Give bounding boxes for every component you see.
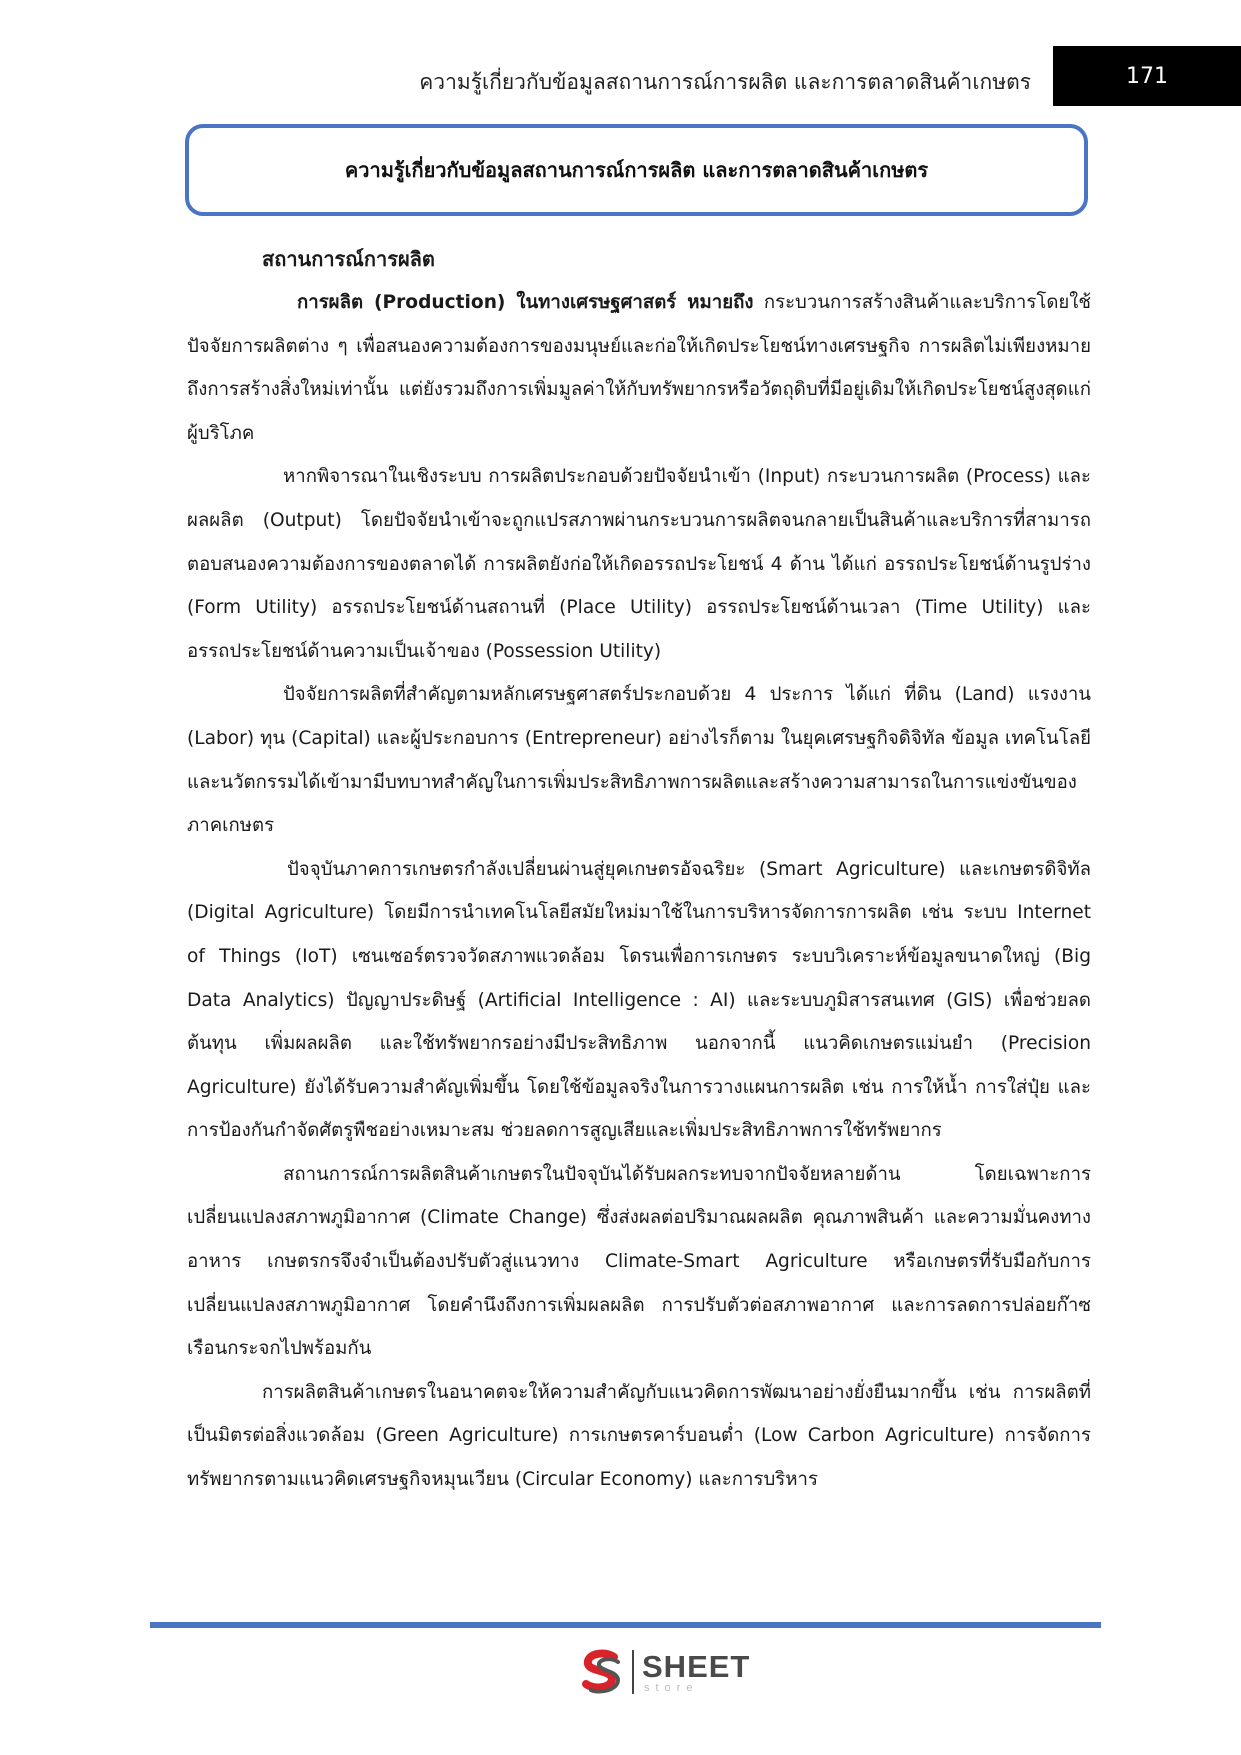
- logo-separator: [632, 1650, 634, 1694]
- sheet-store-logo-icon: [578, 1648, 626, 1696]
- logo-wordmark: [642, 1648, 751, 1694]
- logo-subtitle: store: [644, 1681, 699, 1694]
- paragraph-3: ปัจจัยการผลิตที่สำคัญตามหลักเศรษฐศาสตร์ประกอบด้วย 4 ประการ ได้แก่ ที่ดิน (Land) แรงงาน (Labor) ทุน (Capital) และผู้ประกอบการ (Entrepreneur) อย่างไรก็ตาม ในยุคเศรษฐกิจดิจิทัล ข้อมูล เทคโนโลยี และนวัตกรรมได้เข้ามามีบทบาทสำคัญในการเพิ่มประสิทธิภาพการผลิตและสร้างความสามารถในการแข่งขันของภาคเกษตร: [187, 684, 1091, 837]
- logo-name: SHEET: [642, 1648, 751, 1684]
- body-content: [187, 238, 1091, 1502]
- page-number: 171: [1053, 46, 1241, 106]
- chapter-title-box: [185, 124, 1088, 216]
- running-header-title: ความรู้เกี่ยวกับข้อมูลสถานการณ์การผลิต และการตลาดสินค้าเกษตร: [419, 70, 1031, 94]
- paragraph-5: สถานการณ์การผลิตสินค้าเกษตรในปัจจุบันได้รับผลกระทบจากปัจจัยหลายด้าน โดยเฉพาะการเปลี่ยนแปลงสภาพภูมิอากาศ (Climate Change) ซึ่งส่งผลต่อปริมาณผลผลิต คุณภาพสินค้า และความมั่นคงทางอาหาร เกษตรกรจึงจำเป็นต้องปรับตัวสู่แนวทาง Climate-Smart Agriculture หรือเกษตรที่รับมือกับการเปลี่ยนแปลงสภาพภูมิอากาศ โดยคำนึงถึงการเพิ่มผลผลิต การปรับตัวต่อสภาพอากาศ และการลดการปล่อยก๊าซเรือนกระจกไปพร้อมกัน: [187, 1163, 1091, 1360]
- paragraph-6: การผลิตสินค้าเกษตรในอนาคตจะให้ความสำคัญกับแนวคิดการพัฒนาอย่างยั่งยืนมากขึ้น เช่น การผลิตที่เป็นมิตรต่อสิ่งแวดล้อม (Green Agriculture) การเกษตรคาร์บอนต่ำ (Low Carbon Agriculture) การจัดการทรัพยากรตามแนวคิดเศรษฐกิจหมุนเวียน (Circular Economy) และการบริหาร: [187, 1381, 1091, 1491]
- paragraph-1-lead: การผลิต (Production) ในทางเศรษฐศาสตร์ หมายถึง: [297, 292, 754, 313]
- section-heading: สถานการณ์การผลิต: [262, 247, 435, 271]
- chapter-title: ความรู้เกี่ยวกับข้อมูลสถานการณ์การผลิต และการตลาดสินค้าเกษตร: [344, 158, 929, 182]
- footer-rule: [150, 1622, 1101, 1628]
- paragraph-1-body: กระบวนการสร้างสินค้าและบริการโดยใช้ปัจจัยการผลิตต่าง ๆ เพื่อสนองความต้องการของมนุษย์และก่อให้เกิดประโยชน์ทางเศรษฐกิจ การผลิตไม่เพียงหมายถึงการสร้างสิ่งใหม่เท่านั้น แต่ยังรวมถึงการเพิ่มมูลค่าให้กับทรัพยากรหรือวัตถุดิบที่มีอยู่เดิมให้เกิดประโยชน์สูงสุดแก่ผู้บริโภค: [187, 292, 1091, 444]
- paragraph-2: หากพิจารณาในเชิงระบบ การผลิตประกอบด้วยปัจจัยนำเข้า (Input) กระบวนการผลิต (Process) และผลผลิต (Output) โดยปัจจัยนำเข้าจะถูกแปรสภาพผ่านกระบวนการผลิตจนกลายเป็นสินค้าและบริการที่สามารถตอบสนองความต้องการของตลาดได้ การผลิตยังก่อให้เกิดอรรถประโยชน์ 4 ด้าน ได้แก่ อรรถประโยชน์ด้านรูปร่าง (Form Utility) อรรถประโยชน์ด้านสถานที่ (Place Utility) อรรถประโยชน์ด้านเวลา (Time Utility) และอรรถประโยชน์ด้านความเป็นเจ้าของ (Possession Utility): [187, 466, 1091, 662]
- paragraph-1: [187, 281, 1091, 455]
- paragraph-4: ปัจจุบันภาคการเกษตรกำลังเปลี่ยนผ่านสู่ยุคเกษตรอัจฉริยะ (Smart Agriculture) และเกษตรดิจิทัล (Digital Agriculture) โดยมีการนำเทคโนโลยีสมัยใหม่มาใช้ในการบริหารจัดการการผลิต เช่น ระบบ Internet of Things (IoT) เซนเซอร์ตรวจวัดสภาพแวดล้อม โดรนเพื่อการเกษตร ระบบวิเคราะห์ข้อมูลขนาดใหญ่ (Big Data Analytics) ปัญญาประดิษฐ์ (Artificial Intelligence : AI) และระบบภูมิสารสนเทศ (GIS) เพื่อช่วยลดต้นทุน เพิ่มผลผลิต และใช้ทรัพยากรอย่างมีประสิทธิภาพ นอกจากนี้ แนวคิดเกษตรแม่นยำ (Precision Agriculture) ยังได้รับความสำคัญเพิ่มขึ้น โดยใช้ข้อมูลจริงในการวางแผนการผลิต เช่น การให้น้ำ การใส่ปุ๋ย และการป้องกันกำจัดศัตรูพืชอย่างเหมาะสม ช่วยลดการสูญเสียและเพิ่มประสิทธิภาพการใช้ทรัพยากร: [187, 858, 1091, 1142]
- sheet-store-logo: [578, 1648, 750, 1696]
